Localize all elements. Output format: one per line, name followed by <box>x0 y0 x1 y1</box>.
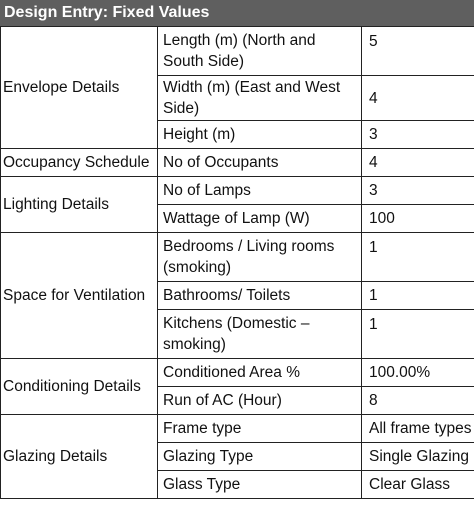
group-label-glazing-details: Glazing Details <box>1 415 158 499</box>
value-cell: 4 <box>362 149 474 177</box>
parameter-cell: Wattage of Lamp (W) <box>158 205 362 233</box>
value-cell: 3 <box>362 177 474 205</box>
group-label-conditioning-details: Conditioning Details <box>1 359 158 415</box>
parameter-cell: Length (m) (North and South Side) <box>158 27 362 76</box>
group-label-lighting-details: Lighting Details <box>1 177 158 233</box>
value-cell: 100.00% <box>362 359 474 387</box>
parameter-cell: Height (m) <box>158 121 362 149</box>
fixed-values-table <box>0 26 474 499</box>
table-title: Design Entry: Fixed Values <box>0 0 474 26</box>
table-row <box>1 415 474 443</box>
value-cell: 5 <box>362 27 474 76</box>
table-row <box>1 27 474 76</box>
value-cell: 8 <box>362 387 474 415</box>
table-row <box>1 233 474 282</box>
parameter-cell: Width (m) (East and West Side) <box>158 76 362 121</box>
parameter-cell: Conditioned Area % <box>158 359 362 387</box>
value-cell: 1 <box>362 282 474 310</box>
table-row <box>1 177 474 205</box>
parameter-cell: No of Lamps <box>158 177 362 205</box>
table-row <box>1 359 474 387</box>
parameter-cell: Bedrooms / Living rooms (smoking) <box>158 233 362 282</box>
table-row <box>1 149 474 177</box>
value-cell: Clear Glass <box>362 471 474 499</box>
value-cell: 1 <box>362 233 474 282</box>
value-cell: All frame types <box>362 415 474 443</box>
group-label-occupancy-schedule: Occupancy Schedule <box>1 149 158 177</box>
parameter-cell: Bathrooms/ Toilets <box>158 282 362 310</box>
value-cell: Single Glazing <box>362 443 474 471</box>
value-cell: 4 <box>362 76 474 121</box>
group-label-space-for-ventilation: Space for Ventilation <box>1 233 158 359</box>
value-cell: 1 <box>362 310 474 359</box>
value-cell: 3 <box>362 121 474 149</box>
parameter-cell: No of Occupants <box>158 149 362 177</box>
parameter-cell: Glass Type <box>158 471 362 499</box>
parameter-cell: Glazing Type <box>158 443 362 471</box>
parameter-cell: Frame type <box>158 415 362 443</box>
value-cell: 100 <box>362 205 474 233</box>
parameter-cell: Kitchens (Domestic – smoking) <box>158 310 362 359</box>
group-label-envelope-details: Envelope Details <box>1 27 158 149</box>
parameter-cell: Run of AC (Hour) <box>158 387 362 415</box>
